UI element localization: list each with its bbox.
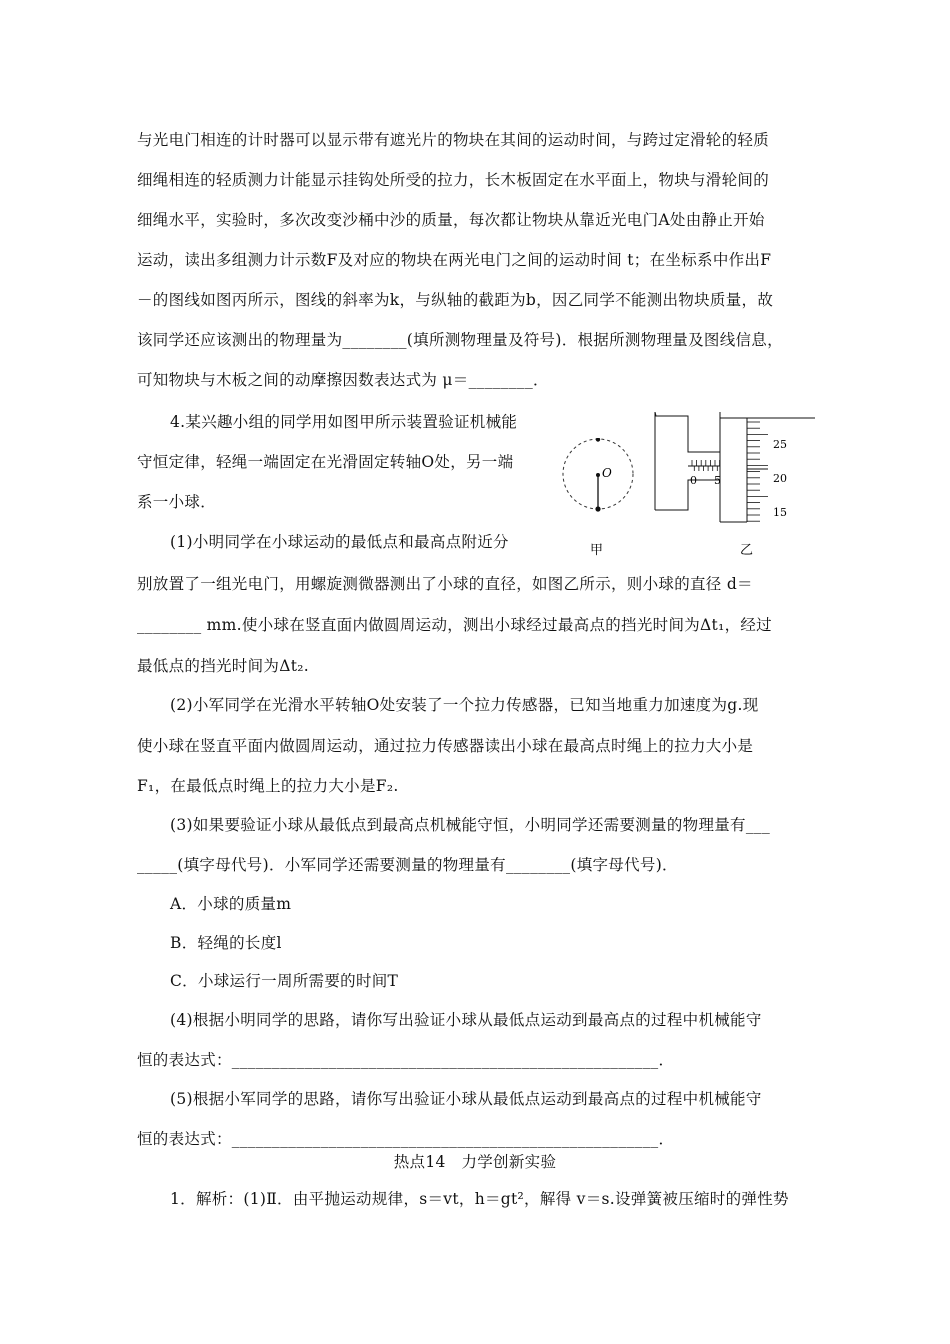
micrometer-frame-bottom [655,480,720,510]
text-line: 别放置了一组光电门，用螺旋测微器测出了小球的直径，如图乙所示，则小球的直径 d＝ [137,575,753,593]
text-line: B．轻绳的长度l [170,934,282,952]
text-line: 守恒定律，轻绳一端固定在光滑固定转轴O处，另一端 [137,453,514,471]
text-line: 1．解析：(1)Ⅱ．由平抛运动规律，s＝vt，h＝gt²，解得 v＝s.设弹簧被压缩时的弹性势 [170,1190,789,1208]
text-line: F₁，在最低点时绳上的拉力大小是F₂. [137,777,399,795]
text-line: C．小球运行一周所需要的时间T [170,972,399,990]
text-line: 最低点的挡光时间为Δt₂. [137,657,309,675]
ball-top [596,438,600,442]
text-line: (1)小明同学在小球运动的最低点和最高点附近分 [170,533,509,551]
section-title: 热点14 力学创新实验 [393,1153,557,1171]
text-line: 细绳水平，实验时，多次改变沙桶中沙的质量，每次都让物块从靠近光电门A处由静止开始 [137,211,765,229]
text-line: (5)根据小军同学的思路，请你写出验证小球从最低点运动到最高点的过程中机械能守 [170,1090,762,1108]
main-scale-label-0: 0 [690,474,697,487]
text-line: ________ mm.使小球在竖直面内做圆周运动，测出小球经过最高点的挡光时间为Δt₁，经过 [137,616,772,634]
text-line: 恒的表达式：_____________________________________________________． [137,1130,675,1148]
text-line: 该同学还应该测出的物理量为________(填所测物理量及符号)．根据所测物理量及图线信息， [137,331,783,349]
micrometer-frame-top [655,412,720,452]
figure-yi-label: 乙 [740,543,754,558]
text-line: (4)根据小明同学的思路，请你写出验证小球从最低点运动到最高点的过程中机械能守 [170,1011,762,1029]
ball-bottom [595,506,600,511]
text-line: A．小球的质量m [170,895,292,913]
text-line: (3)如果要验证小球从最低点到最高点机械能守恒，小明同学还需要测量的物理量有___ [170,816,771,834]
pivot-label: O [602,466,612,480]
main-scale-label-5: 5 [714,474,721,487]
text-line: 细绳相连的轻质测力计能显示挂钩处所受的拉力，长木板固定在水平面上，物块与滑轮间的 [137,171,770,189]
figure-jia [556,438,640,568]
text-line: (2)小军同学在光滑水平转轴O处安装了一个拉力传感器，已知当地重力加速度为g.现 [170,696,759,714]
text-line: 运动，读出多组测力计示数F及对应的物块在两光电门之间的运动时间 t；在坐标系中作出F [137,251,772,269]
text-line: 使小球在竖直平面内做圆周运动，通过拉力传感器读出小球在最高点时绳上的拉力大小是 [137,737,754,755]
figure-yi-micrometer [650,412,820,572]
text-line: _____(填字母代号)．小军同学还需要测量的物理量有________(填字母代号)． [137,856,678,874]
thimble-label-15: 15 [773,506,787,519]
text-line: 系一小球． [137,493,217,511]
text-line: 可知物块与木板之间的动摩擦因数表达式为 μ＝________． [137,371,549,389]
text-line: 4.某兴趣小组的同学用如图甲所示装置验证机械能 [170,413,518,431]
text-line: －的图线如图丙所示，图线的斜率为k，与纵轴的截距为b，因乙同学不能测出物块质量，故 [137,291,774,309]
figure-jia-label: 甲 [590,543,604,558]
thimble-label-20: 20 [773,472,787,485]
text-line: 恒的表达式：_____________________________________________________． [137,1051,675,1069]
thimble-label-25: 25 [773,438,787,451]
text-line: 与光电门相连的计时器可以显示带有遮光片的物块在其间的运动时间，与跨过定滑轮的轻质 [137,131,770,149]
